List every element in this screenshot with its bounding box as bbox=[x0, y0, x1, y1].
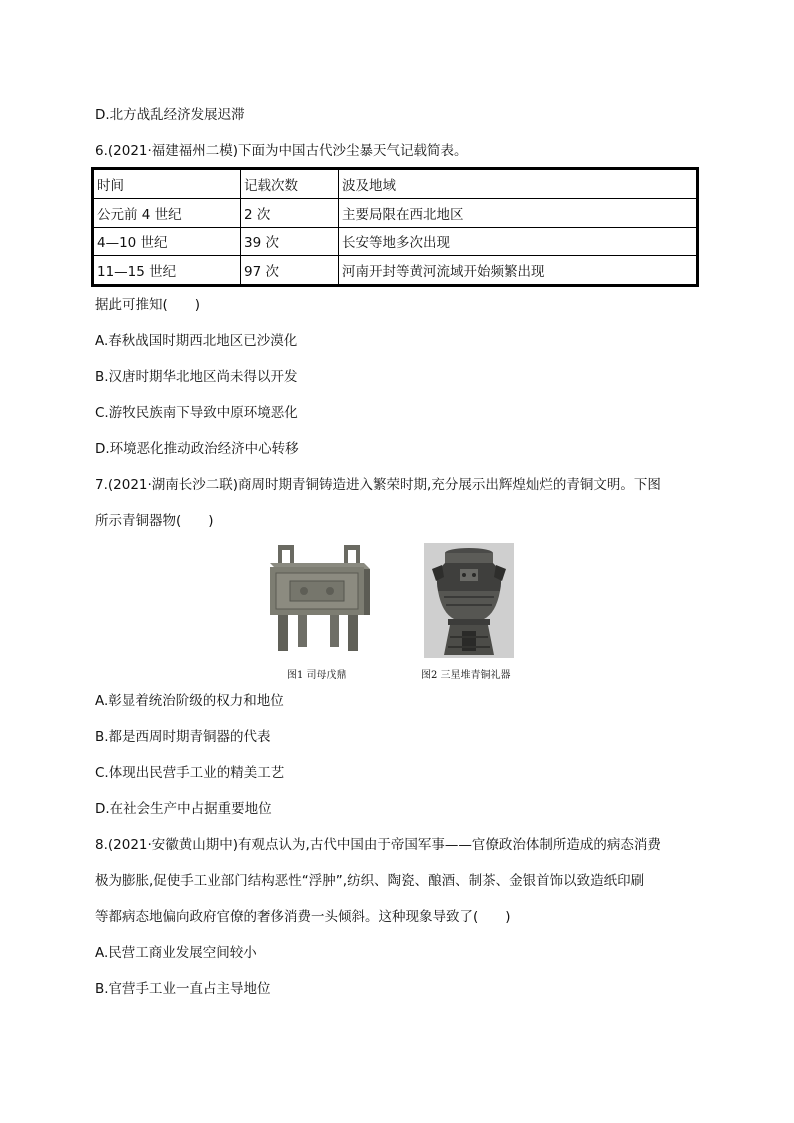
q7-option-a: A.彰显着统治阶级的权力和地位 bbox=[95, 693, 284, 709]
q6-option-b: B.汉唐时期华北地区尚未得以开发 bbox=[95, 369, 298, 385]
q7-option-d: D.在社会生产中占据重要地位 bbox=[95, 801, 272, 817]
q8-stem-line1: 8.(2021·安徽黄山期中)有观点认为,古代中国由于帝国军事——官僚政治体制所造成的病态消费 bbox=[95, 837, 661, 853]
q8-option-b: B.官营手工业一直占主导地位 bbox=[95, 981, 271, 997]
table-cell: 97 次 bbox=[241, 256, 339, 285]
q8-option-a: A.民营工商业发展空间较小 bbox=[95, 945, 257, 961]
figure-2-caption: 图2 三星堆青铜礼器 bbox=[421, 670, 511, 681]
q7-option-c: C.体现出民营手工业的精美工艺 bbox=[95, 765, 285, 781]
q7-stem-line1: 7.(2021·湖南长沙二联)商周时期青铜铸造进入繁荣时期,充分展示出辉煌灿烂的青铜文明。下图 bbox=[95, 477, 661, 493]
table-row bbox=[94, 256, 697, 285]
q6-option-d: D.环境恶化推动政治经济中心转移 bbox=[95, 441, 299, 457]
table-cell: 公元前 4 世纪 bbox=[94, 198, 241, 227]
table-cell: 11—15 世纪 bbox=[94, 256, 241, 285]
table-header-cell: 记载次数 bbox=[241, 170, 339, 199]
q5-option-d: D.北方战乱经济发展迟滞 bbox=[95, 107, 245, 123]
table-header-row bbox=[94, 170, 697, 199]
table-row bbox=[94, 227, 697, 256]
table-cell: 2 次 bbox=[241, 198, 339, 227]
table-row bbox=[94, 198, 697, 227]
q6-prompt: 据此可推知( ) bbox=[95, 297, 201, 313]
table-header-cell: 时间 bbox=[94, 170, 241, 199]
q6-option-a: A.春秋战国时期西北地区已沙漠化 bbox=[95, 333, 298, 349]
table-header-cell: 波及地域 bbox=[339, 170, 697, 199]
figure-1-caption: 图1 司母戊鼎 bbox=[287, 670, 347, 681]
q8-stem-line3: 等都病态地偏向政府官僚的奢侈消费一头倾斜。这种现象导致了( ) bbox=[95, 909, 511, 925]
figure-2-sanxingdui-vessel bbox=[424, 543, 514, 658]
table-cell: 39 次 bbox=[241, 227, 339, 256]
table-cell: 长安等地多次出现 bbox=[339, 227, 697, 256]
q7-stem-line2: 所示青铜器物( ) bbox=[95, 513, 214, 529]
q6-option-c: C.游牧民族南下导致中原环境恶化 bbox=[95, 405, 298, 421]
q6-stem: 6.(2021·福建福州二模)下面为中国古代沙尘暴天气记载简表。 bbox=[95, 143, 468, 159]
figure-1-simuwu-ding bbox=[264, 543, 372, 655]
q8-stem-line2: 极为膨胀,促使手工业部门结构恶性“浮肿”,纺织、陶瓷、酿酒、制茶、金银首饰以致造纸印刷 bbox=[95, 873, 645, 889]
q7-option-b: B.都是西周时期青铜器的代表 bbox=[95, 729, 271, 745]
table-cell: 河南开封等黄河流域开始频繁出现 bbox=[339, 256, 697, 285]
sandstorm-table bbox=[93, 169, 697, 285]
table-cell: 主要局限在西北地区 bbox=[339, 198, 697, 227]
table-cell: 4—10 世纪 bbox=[94, 227, 241, 256]
